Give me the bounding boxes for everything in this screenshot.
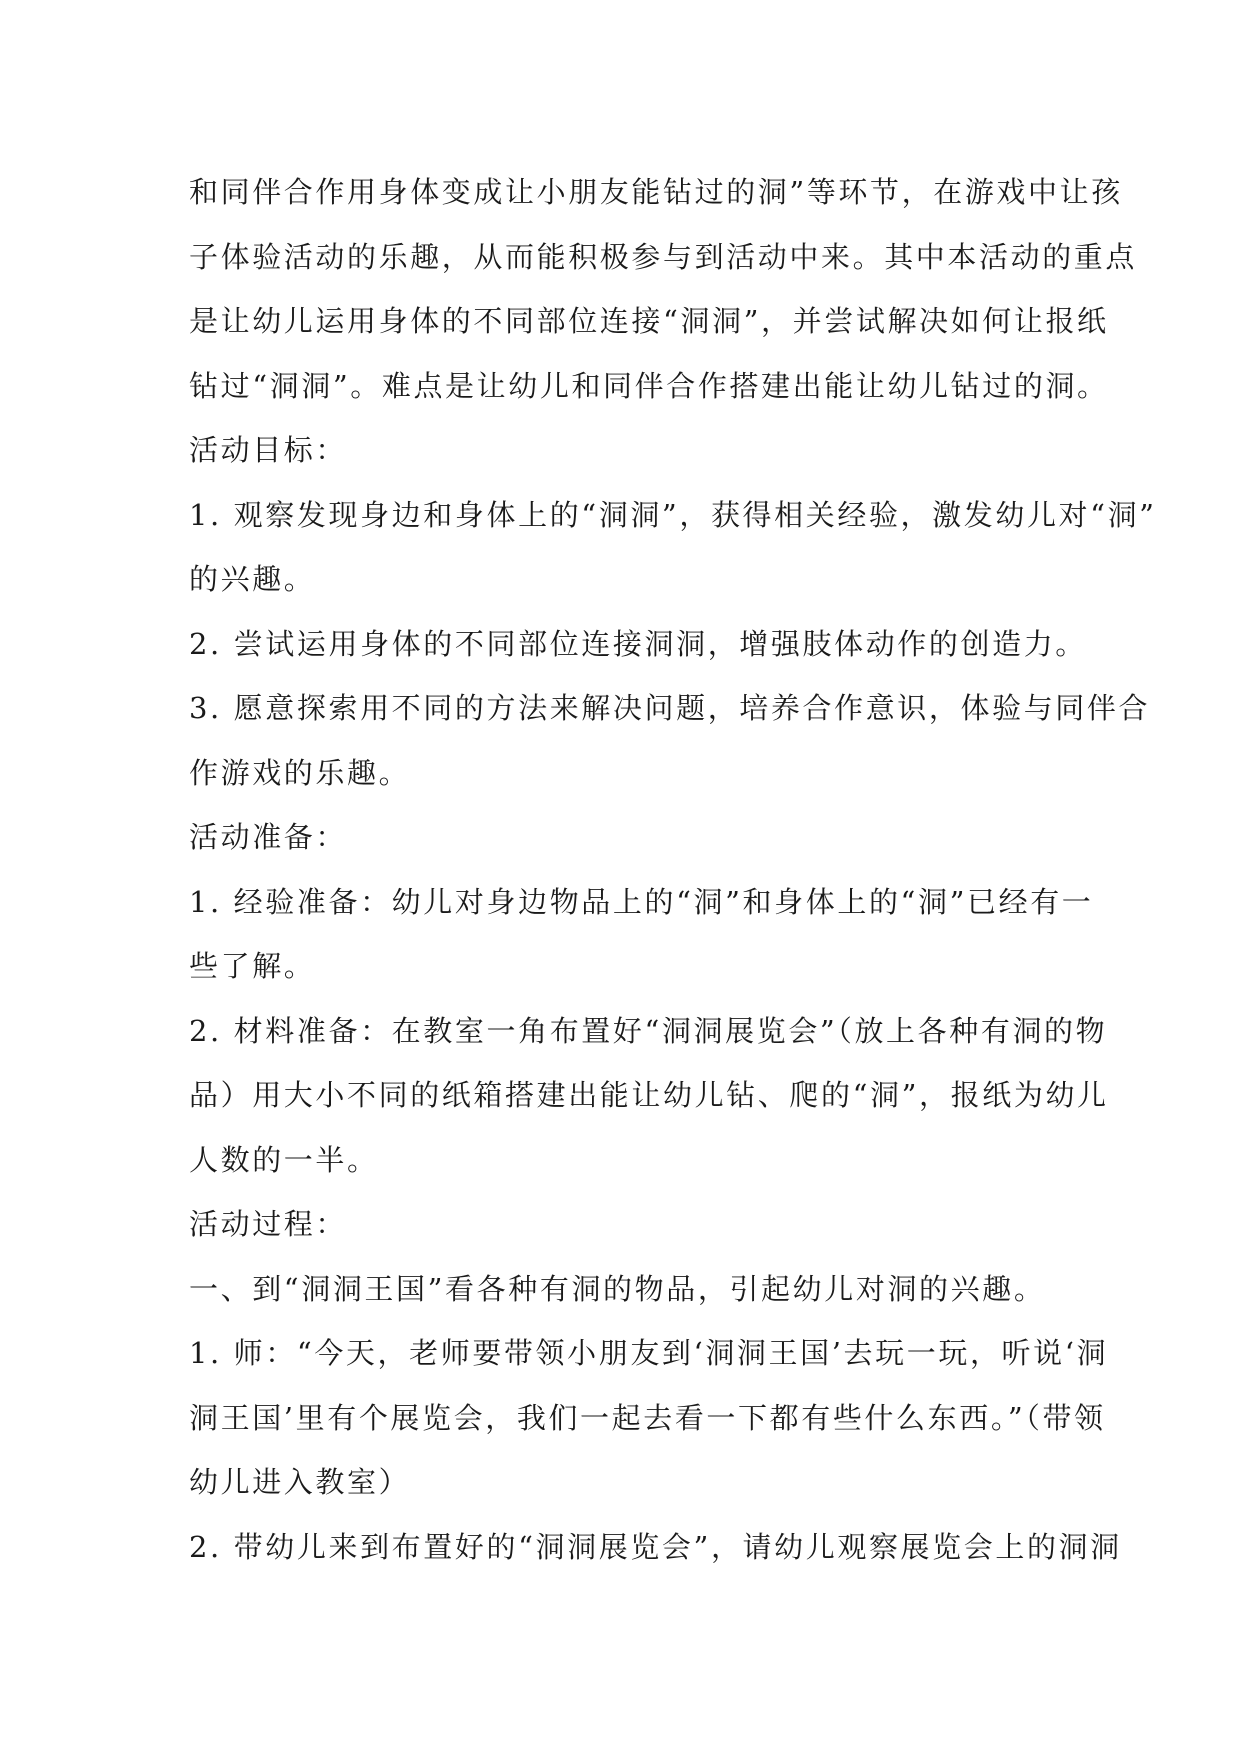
process-2-line-1: 2. 带幼儿来到布置好的“洞洞展览会”，请幼儿观察展览会上的洞洞 — [189, 1529, 1122, 1564]
preparation-1-line-2: 些了解。 — [189, 949, 316, 983]
text-line-2: 子体验活动的乐趣，从而能积极参与到活动中来。其中本活动的重点 — [189, 239, 1138, 274]
objective-2: 2. 尝试运用身体的不同部位连接洞洞，增强肢体动作的创造力。 — [189, 626, 1087, 661]
preparation-2-line-1: 2. 材料准备：在教室一角布置好“洞洞展览会”（放上各种有洞的物 — [189, 1013, 1108, 1048]
objective-1-line-1: 1. 观察发现身边和身体上的“洞洞”，获得相关经验，激发幼儿对“洞” — [189, 497, 1157, 532]
text-line-4: 钻过“洞洞”。难点是让幼儿和同伴合作搭建出能让幼儿钻过的洞。 — [189, 368, 1109, 403]
process-1-line-1: 1. 师：“今天，老师要带领小朋友到‘洞洞王国’去玩一玩，听说‘洞 — [189, 1336, 1109, 1370]
text-line-1: 和同伴合作用身体变成让小朋友能钻过的洞”等环节，在游戏中让孩 — [189, 175, 1123, 209]
section-heading-process: 活动过程： — [189, 1207, 348, 1241]
preparation-2-line-2: 品）用大小不同的纸箱搭建出能让幼儿钻、爬的“洞”，报纸为幼儿 — [189, 1078, 1109, 1112]
preparation-2-line-3: 人数的一半。 — [189, 1142, 379, 1177]
section-heading-objectives: 活动目标： — [189, 433, 348, 467]
process-1-line-2: 洞王国’里有个展览会，我们一起去看一下都有些什么东西。”（带领 — [189, 1400, 1106, 1435]
section-heading-preparation: 活动准备： — [189, 820, 348, 854]
document-body — [189, 160, 1157, 1579]
process-step-1-heading: 一、到“洞洞王国”看各种有洞的物品，引起幼儿对洞的兴趣。 — [189, 1271, 1046, 1306]
objective-1-line-2: 的兴趣。 — [189, 562, 316, 596]
objective-3-line-2: 作游戏的乐趣。 — [189, 755, 411, 790]
preparation-1-line-1: 1. 经验准备：幼儿对身边物品上的“洞”和身体上的“洞”已经有一 — [189, 884, 1094, 919]
text-line-3: 是让幼儿运用身体的不同部位连接“洞洞”，并尝试解决如何让报纸 — [189, 304, 1109, 338]
objective-3-line-1: 3. 愿意探索用不同的方法来解决问题，培养合作意识，体验与同伴合 — [189, 691, 1151, 725]
process-1-line-3: 幼儿进入教室） — [189, 1465, 411, 1499]
